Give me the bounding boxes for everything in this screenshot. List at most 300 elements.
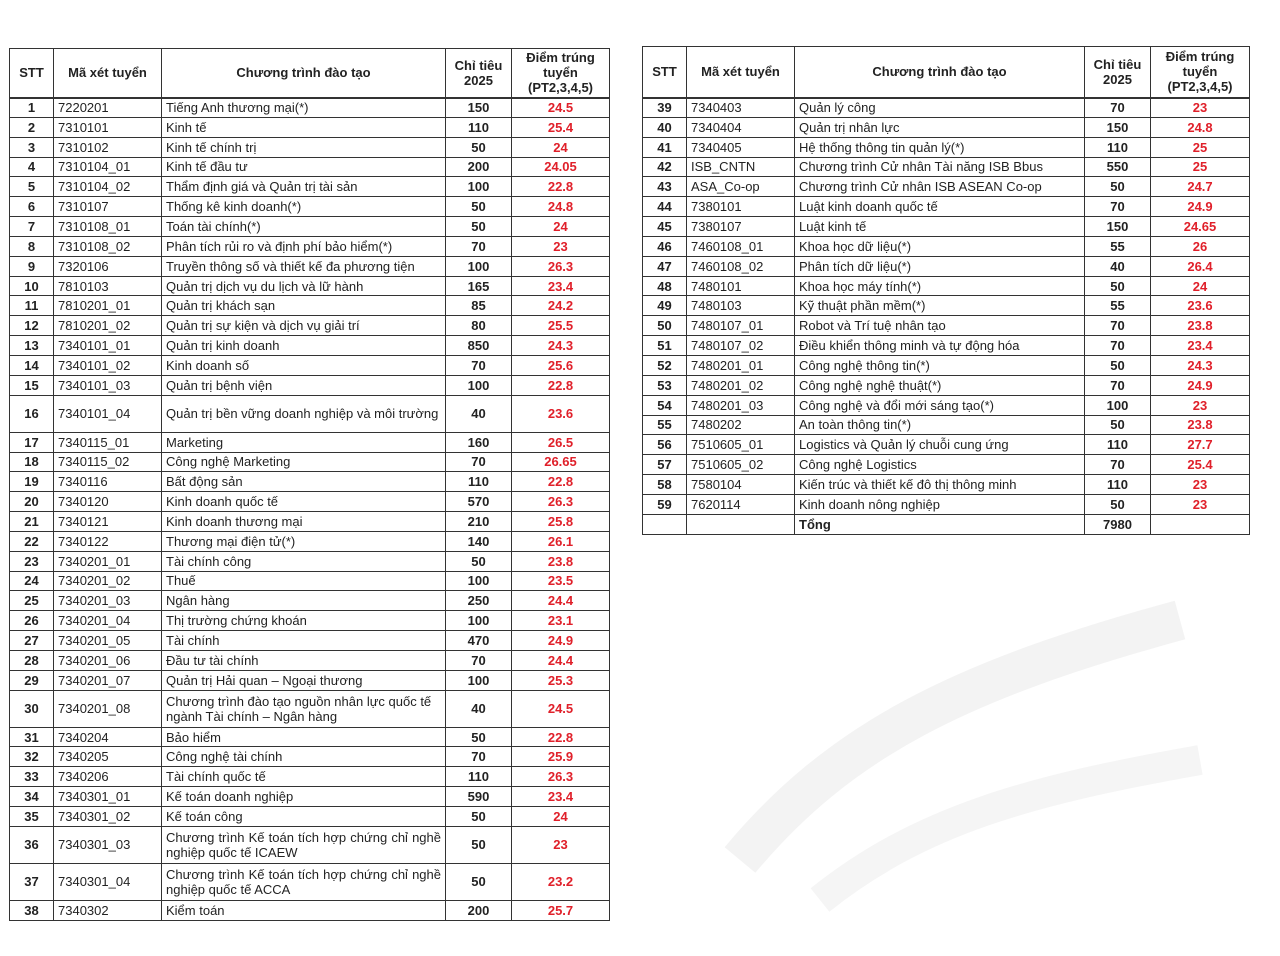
score-cell: 27.7 bbox=[1151, 435, 1250, 455]
program-cell: Chương trình Cử nhân Tài năng ISB Bbus bbox=[795, 157, 1085, 177]
program-cell: Quản trị sự kiện và dịch vụ giải trí bbox=[162, 316, 446, 336]
table-row bbox=[643, 276, 1250, 296]
code-cell: 7340120 bbox=[54, 492, 162, 512]
program-cell: Bất động sản bbox=[162, 472, 446, 492]
quota-cell: 40 bbox=[446, 690, 512, 727]
code-cell: 7460108_02 bbox=[687, 256, 795, 276]
quota-cell: 100 bbox=[446, 670, 512, 690]
code-cell: 7310108_02 bbox=[54, 236, 162, 256]
program-cell: Phân tích dữ liệu(*) bbox=[795, 256, 1085, 276]
table-row bbox=[10, 531, 610, 551]
code-cell: 7340301_02 bbox=[54, 807, 162, 827]
stt-cell: 2 bbox=[10, 117, 54, 137]
code-cell: 7340201_07 bbox=[54, 670, 162, 690]
table-row bbox=[643, 117, 1250, 137]
program-cell: Thống kê kinh doanh(*) bbox=[162, 197, 446, 217]
score-cell: 24.9 bbox=[1151, 375, 1250, 395]
table-row bbox=[10, 395, 610, 432]
table-row bbox=[10, 591, 610, 611]
code-cell: 7340201_04 bbox=[54, 611, 162, 631]
code-cell: 7310102 bbox=[54, 137, 162, 157]
quota-cell: 150 bbox=[1085, 117, 1151, 137]
table-row bbox=[10, 767, 610, 787]
quota-cell: 50 bbox=[1085, 355, 1151, 375]
quota-cell: 590 bbox=[446, 787, 512, 807]
stt-cell: 42 bbox=[643, 157, 687, 177]
program-cell: Kiến trúc và thiết kế đô thị thông minh bbox=[795, 475, 1085, 495]
stt-cell: 43 bbox=[643, 177, 687, 197]
table-row bbox=[643, 475, 1250, 495]
table-row bbox=[10, 747, 610, 767]
program-cell: Công nghệ nghệ thuật(*) bbox=[795, 375, 1085, 395]
table-row bbox=[10, 197, 610, 217]
quota-cell: 110 bbox=[446, 117, 512, 137]
program-cell: Kế toán doanh nghiệp bbox=[162, 787, 446, 807]
score-cell: 26.3 bbox=[512, 492, 610, 512]
quota-cell: 70 bbox=[1085, 455, 1151, 475]
header-stt: STT bbox=[10, 49, 54, 98]
score-cell: 25 bbox=[1151, 137, 1250, 157]
table-row bbox=[10, 316, 610, 336]
score-cell: 23 bbox=[1151, 395, 1250, 415]
stt-cell: 5 bbox=[10, 177, 54, 197]
table-row bbox=[643, 415, 1250, 435]
stt-cell: 40 bbox=[643, 117, 687, 137]
table-row bbox=[10, 98, 610, 118]
table-body-left bbox=[10, 98, 610, 921]
code-cell: 7340404 bbox=[687, 117, 795, 137]
quota-cell: 110 bbox=[1085, 137, 1151, 157]
stt-cell: 35 bbox=[10, 807, 54, 827]
stt-cell: 17 bbox=[10, 432, 54, 452]
score-cell: 25.9 bbox=[512, 747, 610, 767]
score-cell: 23.1 bbox=[512, 611, 610, 631]
stt-cell: 14 bbox=[10, 355, 54, 375]
code-cell: 7340205 bbox=[54, 747, 162, 767]
code-cell: 7340101_01 bbox=[54, 336, 162, 356]
stt-cell: 9 bbox=[10, 256, 54, 276]
stt-cell: 31 bbox=[10, 727, 54, 747]
table-row bbox=[10, 571, 610, 591]
quota-cell: 50 bbox=[1085, 177, 1151, 197]
stt-cell: 36 bbox=[10, 826, 54, 863]
table-row bbox=[10, 512, 610, 532]
score-cell: 24.7 bbox=[1151, 177, 1250, 197]
program-cell: Khoa học máy tính(*) bbox=[795, 276, 1085, 296]
table-row bbox=[10, 236, 610, 256]
stt-cell: 57 bbox=[643, 455, 687, 475]
score-cell: 24.9 bbox=[1151, 197, 1250, 217]
code-cell: 7480107_02 bbox=[687, 336, 795, 356]
quota-cell: 850 bbox=[446, 336, 512, 356]
table-row bbox=[643, 494, 1250, 514]
program-cell: Tài chính quốc tế bbox=[162, 767, 446, 787]
stt-cell: 46 bbox=[643, 236, 687, 256]
quota-cell: 70 bbox=[446, 650, 512, 670]
program-cell: Quản trị khách sạn bbox=[162, 296, 446, 316]
stt-cell: 8 bbox=[10, 236, 54, 256]
score-cell: 24.3 bbox=[1151, 355, 1250, 375]
quota-cell: 70 bbox=[446, 747, 512, 767]
table-body-right bbox=[643, 98, 1250, 515]
program-cell: Công nghệ và đổi mới sáng tạo(*) bbox=[795, 395, 1085, 415]
quota-cell: 70 bbox=[1085, 197, 1151, 217]
score-cell: 22.8 bbox=[512, 472, 610, 492]
table-row bbox=[10, 117, 610, 137]
quota-cell: 100 bbox=[446, 571, 512, 591]
code-cell: 7310107 bbox=[54, 197, 162, 217]
quota-cell: 100 bbox=[446, 177, 512, 197]
score-cell: 24 bbox=[1151, 276, 1250, 296]
total-stt-cell bbox=[643, 514, 687, 534]
program-cell: Bảo hiểm bbox=[162, 727, 446, 747]
program-cell: Phân tích rủi ro và định phí bảo hiểm(*) bbox=[162, 236, 446, 256]
program-cell: Kinh tế chính trị bbox=[162, 137, 446, 157]
quota-cell: 70 bbox=[446, 452, 512, 472]
table-row bbox=[643, 197, 1250, 217]
score-cell: 23 bbox=[1151, 494, 1250, 514]
quota-cell: 570 bbox=[446, 492, 512, 512]
total-label: Tổng bbox=[795, 514, 1085, 534]
stt-cell: 13 bbox=[10, 336, 54, 356]
score-cell: 23.4 bbox=[512, 276, 610, 296]
stt-cell: 12 bbox=[10, 316, 54, 336]
quota-cell: 40 bbox=[1085, 256, 1151, 276]
program-cell: Kiểm toán bbox=[162, 900, 446, 920]
stt-cell: 50 bbox=[643, 316, 687, 336]
code-cell: 7340115_01 bbox=[54, 432, 162, 452]
score-cell: 25.4 bbox=[1151, 455, 1250, 475]
score-cell: 22.8 bbox=[512, 375, 610, 395]
table-row bbox=[10, 355, 610, 375]
score-cell: 25.3 bbox=[512, 670, 610, 690]
quota-cell: 150 bbox=[446, 98, 512, 118]
stt-cell: 52 bbox=[643, 355, 687, 375]
score-cell: 23.4 bbox=[1151, 336, 1250, 356]
code-cell: 7340115_02 bbox=[54, 452, 162, 472]
program-cell: Kinh doanh số bbox=[162, 355, 446, 375]
stt-cell: 6 bbox=[10, 197, 54, 217]
table-row bbox=[643, 375, 1250, 395]
header-quota: Chỉ tiêu 2025 bbox=[446, 49, 512, 98]
table-row bbox=[10, 631, 610, 651]
quota-cell: 85 bbox=[446, 296, 512, 316]
quota-cell: 550 bbox=[1085, 157, 1151, 177]
score-cell: 23 bbox=[512, 826, 610, 863]
score-cell: 24.65 bbox=[1151, 217, 1250, 237]
code-cell: 7340201_03 bbox=[54, 591, 162, 611]
table-row bbox=[10, 787, 610, 807]
score-cell: 24 bbox=[512, 137, 610, 157]
stt-cell: 15 bbox=[10, 375, 54, 395]
code-cell: 7480201_02 bbox=[687, 375, 795, 395]
code-cell: 7340101_04 bbox=[54, 395, 162, 432]
stt-cell: 32 bbox=[10, 747, 54, 767]
program-cell: Truyền thông số và thiết kế đa phương tiện bbox=[162, 256, 446, 276]
code-cell: 7380101 bbox=[687, 197, 795, 217]
stt-cell: 26 bbox=[10, 611, 54, 631]
code-cell: 7510605_01 bbox=[687, 435, 795, 455]
header-code: Mã xét tuyển bbox=[687, 47, 795, 98]
stt-cell: 19 bbox=[10, 472, 54, 492]
table-row bbox=[10, 611, 610, 631]
quota-cell: 100 bbox=[446, 256, 512, 276]
total-row bbox=[643, 514, 1250, 534]
stt-cell: 25 bbox=[10, 591, 54, 611]
score-cell: 26.3 bbox=[512, 256, 610, 276]
admission-table-left bbox=[9, 48, 610, 921]
code-cell: 7340301_03 bbox=[54, 826, 162, 863]
code-cell: 7480103 bbox=[687, 296, 795, 316]
stt-cell: 20 bbox=[10, 492, 54, 512]
stt-cell: 53 bbox=[643, 375, 687, 395]
stt-cell: 56 bbox=[643, 435, 687, 455]
total-quota: 7980 bbox=[1085, 514, 1151, 534]
quota-cell: 110 bbox=[1085, 435, 1151, 455]
stt-cell: 18 bbox=[10, 452, 54, 472]
code-cell: 7340405 bbox=[687, 137, 795, 157]
score-cell: 22.8 bbox=[512, 177, 610, 197]
stt-cell: 58 bbox=[643, 475, 687, 495]
table-row bbox=[10, 472, 610, 492]
table-row bbox=[10, 727, 610, 747]
code-cell: 7480201_01 bbox=[687, 355, 795, 375]
header-code: Mã xét tuyển bbox=[54, 49, 162, 98]
code-cell: 7480202 bbox=[687, 415, 795, 435]
quota-cell: 50 bbox=[1085, 415, 1151, 435]
code-cell: 7810201_02 bbox=[54, 316, 162, 336]
table-row bbox=[643, 355, 1250, 375]
program-cell: An toàn thông tin(*) bbox=[795, 415, 1085, 435]
stt-cell: 49 bbox=[643, 296, 687, 316]
program-cell: Quản trị nhân lực bbox=[795, 117, 1085, 137]
score-cell: 23.8 bbox=[1151, 415, 1250, 435]
code-cell: 7340302 bbox=[54, 900, 162, 920]
code-cell: 7580104 bbox=[687, 475, 795, 495]
code-cell: 7340201_06 bbox=[54, 650, 162, 670]
code-cell: 7340201_02 bbox=[54, 571, 162, 591]
score-cell: 26.5 bbox=[512, 432, 610, 452]
stt-cell: 21 bbox=[10, 512, 54, 532]
code-cell: 7340301_04 bbox=[54, 863, 162, 900]
table-row bbox=[10, 690, 610, 727]
header-quota: Chỉ tiêu 2025 bbox=[1085, 47, 1151, 98]
score-cell: 24.4 bbox=[512, 650, 610, 670]
program-cell: Robot và Trí tuệ nhân tạo bbox=[795, 316, 1085, 336]
code-cell: ISB_CNTN bbox=[687, 157, 795, 177]
quota-cell: 200 bbox=[446, 900, 512, 920]
quota-cell: 165 bbox=[446, 276, 512, 296]
table-row bbox=[10, 826, 610, 863]
quota-cell: 70 bbox=[1085, 375, 1151, 395]
header-stt: STT bbox=[643, 47, 687, 98]
program-cell: Tài chính công bbox=[162, 551, 446, 571]
quota-cell: 70 bbox=[1085, 316, 1151, 336]
score-cell: 26.1 bbox=[512, 531, 610, 551]
code-cell: 7340101_03 bbox=[54, 375, 162, 395]
quota-cell: 110 bbox=[1085, 475, 1151, 495]
table-row bbox=[10, 900, 610, 920]
score-cell: 24.4 bbox=[512, 591, 610, 611]
code-cell: 7340204 bbox=[54, 727, 162, 747]
score-cell: 23.4 bbox=[512, 787, 610, 807]
program-cell: Kinh doanh thương mại bbox=[162, 512, 446, 532]
stt-cell: 23 bbox=[10, 551, 54, 571]
score-cell: 25.7 bbox=[512, 900, 610, 920]
score-cell: 22.8 bbox=[512, 727, 610, 747]
code-cell: 7480107_01 bbox=[687, 316, 795, 336]
score-cell: 24.9 bbox=[512, 631, 610, 651]
table-row bbox=[10, 375, 610, 395]
table-header-row bbox=[643, 47, 1250, 98]
score-cell: 25.4 bbox=[512, 117, 610, 137]
stt-cell: 48 bbox=[643, 276, 687, 296]
stt-cell: 47 bbox=[643, 256, 687, 276]
program-cell: Khoa học dữ liệu(*) bbox=[795, 236, 1085, 256]
code-cell: 7340201_01 bbox=[54, 551, 162, 571]
program-cell: Thẩm định giá và Quản trị tài sản bbox=[162, 177, 446, 197]
code-cell: 7340403 bbox=[687, 98, 795, 118]
stt-cell: 38 bbox=[10, 900, 54, 920]
header-score: Điểm trúng tuyển (PT2,3,4,5) bbox=[512, 49, 610, 98]
program-cell: Logistics và Quản lý chuỗi cung ứng bbox=[795, 435, 1085, 455]
stt-cell: 34 bbox=[10, 787, 54, 807]
program-cell: Hệ thống thông tin quản lý(*) bbox=[795, 137, 1085, 157]
table-row bbox=[643, 316, 1250, 336]
quota-cell: 50 bbox=[1085, 276, 1151, 296]
program-cell: Kinh doanh nông nghiệp bbox=[795, 494, 1085, 514]
header-score: Điểm trúng tuyển (PT2,3,4,5) bbox=[1151, 47, 1250, 98]
code-cell: 7340301_01 bbox=[54, 787, 162, 807]
quota-cell: 50 bbox=[446, 217, 512, 237]
code-cell: 7340206 bbox=[54, 767, 162, 787]
table-row bbox=[10, 157, 610, 177]
table-row bbox=[643, 236, 1250, 256]
table-row bbox=[643, 395, 1250, 415]
stt-cell: 51 bbox=[643, 336, 687, 356]
program-cell: Tài chính bbox=[162, 631, 446, 651]
stt-cell: 33 bbox=[10, 767, 54, 787]
quota-cell: 160 bbox=[446, 432, 512, 452]
table-row bbox=[10, 807, 610, 827]
score-cell: 26.3 bbox=[512, 767, 610, 787]
stt-cell: 55 bbox=[643, 415, 687, 435]
stt-cell: 59 bbox=[643, 494, 687, 514]
header-program: Chương trình đào tạo bbox=[162, 49, 446, 98]
code-cell: 7460108_01 bbox=[687, 236, 795, 256]
quota-cell: 55 bbox=[1085, 236, 1151, 256]
code-cell: 7620114 bbox=[687, 494, 795, 514]
score-cell: 25.6 bbox=[512, 355, 610, 375]
score-cell: 24.5 bbox=[512, 690, 610, 727]
program-cell: Quản trị Hải quan – Ngoại thương bbox=[162, 670, 446, 690]
table-row bbox=[10, 177, 610, 197]
quota-cell: 50 bbox=[446, 807, 512, 827]
score-cell: 24.5 bbox=[512, 98, 610, 118]
quota-cell: 50 bbox=[1085, 494, 1151, 514]
code-cell: 7320106 bbox=[54, 256, 162, 276]
stt-cell: 24 bbox=[10, 571, 54, 591]
table-row bbox=[643, 177, 1250, 197]
header-program: Chương trình đào tạo bbox=[795, 47, 1085, 98]
quota-cell: 110 bbox=[446, 767, 512, 787]
score-cell: 23.8 bbox=[512, 551, 610, 571]
score-cell: 23.8 bbox=[1151, 316, 1250, 336]
score-cell: 26.65 bbox=[512, 452, 610, 472]
program-cell: Quản trị bệnh viện bbox=[162, 375, 446, 395]
table-row bbox=[10, 256, 610, 276]
stt-cell: 7 bbox=[10, 217, 54, 237]
program-cell: Quản trị bền vững doanh nghiệp và môi trường bbox=[162, 395, 446, 432]
code-cell: 7310104_01 bbox=[54, 157, 162, 177]
program-cell: Tiếng Anh thương mại(*) bbox=[162, 98, 446, 118]
table-row bbox=[10, 650, 610, 670]
quota-cell: 40 bbox=[446, 395, 512, 432]
code-cell: 7310104_02 bbox=[54, 177, 162, 197]
program-cell: Chương trình Kế toán tích hợp chứng chỉ nghề nghiệp quốc tế ICAEW bbox=[162, 826, 446, 863]
score-cell: 24.3 bbox=[512, 336, 610, 356]
code-cell: 7310108_01 bbox=[54, 217, 162, 237]
quota-cell: 70 bbox=[1085, 98, 1151, 118]
score-cell: 23.2 bbox=[512, 863, 610, 900]
quota-cell: 110 bbox=[446, 472, 512, 492]
stt-cell: 29 bbox=[10, 670, 54, 690]
program-cell: Marketing bbox=[162, 432, 446, 452]
program-cell: Thị trường chứng khoán bbox=[162, 611, 446, 631]
stt-cell: 3 bbox=[10, 137, 54, 157]
code-cell: 7380107 bbox=[687, 217, 795, 237]
stt-cell: 54 bbox=[643, 395, 687, 415]
program-cell: Công nghệ Marketing bbox=[162, 452, 446, 472]
score-cell: 23 bbox=[1151, 98, 1250, 118]
program-cell: Kỹ thuật phần mềm(*) bbox=[795, 296, 1085, 316]
program-cell: Luật kinh tế bbox=[795, 217, 1085, 237]
stt-cell: 27 bbox=[10, 631, 54, 651]
code-cell: 7340201_05 bbox=[54, 631, 162, 651]
score-cell: 25.5 bbox=[512, 316, 610, 336]
table-row bbox=[10, 296, 610, 316]
score-cell: 24.2 bbox=[512, 296, 610, 316]
table-row bbox=[643, 435, 1250, 455]
admission-table-right bbox=[642, 46, 1250, 535]
program-cell: Đầu tư tài chính bbox=[162, 650, 446, 670]
quota-cell: 55 bbox=[1085, 296, 1151, 316]
table-row bbox=[10, 492, 610, 512]
code-cell: 7340201_08 bbox=[54, 690, 162, 727]
table-row bbox=[643, 217, 1250, 237]
score-cell: 25 bbox=[1151, 157, 1250, 177]
quota-cell: 210 bbox=[446, 512, 512, 532]
code-cell: 7810201_01 bbox=[54, 296, 162, 316]
score-cell: 24 bbox=[512, 217, 610, 237]
stt-cell: 10 bbox=[10, 276, 54, 296]
score-cell: 25.8 bbox=[512, 512, 610, 532]
stt-cell: 45 bbox=[643, 217, 687, 237]
table-row bbox=[10, 863, 610, 900]
program-cell: Thuế bbox=[162, 571, 446, 591]
code-cell: 7340101_02 bbox=[54, 355, 162, 375]
code-cell: 7340116 bbox=[54, 472, 162, 492]
quota-cell: 200 bbox=[446, 157, 512, 177]
score-cell: 24 bbox=[512, 807, 610, 827]
quota-cell: 70 bbox=[446, 355, 512, 375]
stt-cell: 41 bbox=[643, 137, 687, 157]
score-cell: 23.5 bbox=[512, 571, 610, 591]
score-cell: 26 bbox=[1151, 236, 1250, 256]
score-cell: 24.8 bbox=[512, 197, 610, 217]
table-row bbox=[10, 432, 610, 452]
table-row bbox=[643, 336, 1250, 356]
